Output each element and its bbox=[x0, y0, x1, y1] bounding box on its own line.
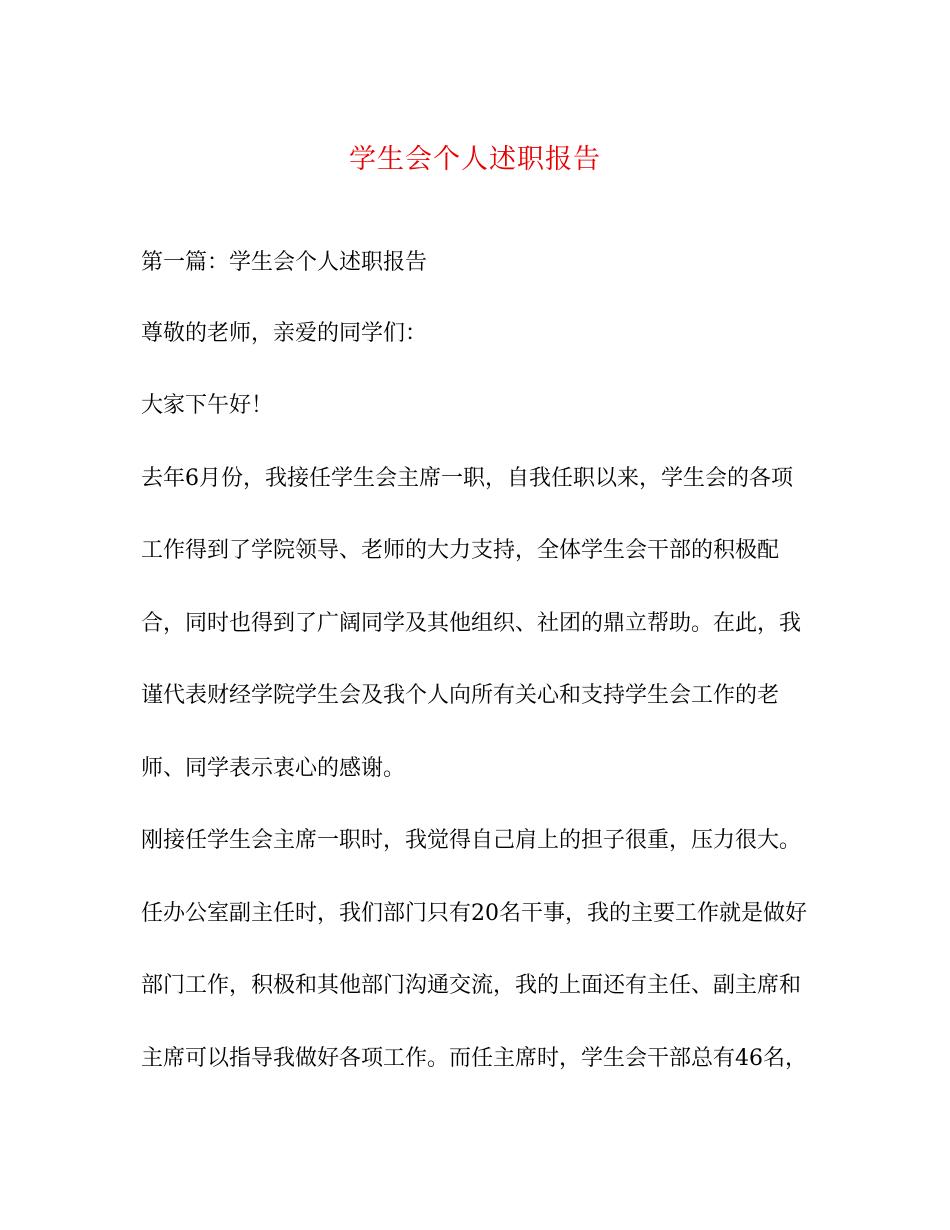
paragraph-line: 任办公室副主任时，我们部门只有20名干事，我的主要工作就是做好 bbox=[141, 901, 807, 926]
paragraph-line: 去年6月份，我接任学生会主席一职，自我任职以来，学生会的各项 bbox=[141, 466, 793, 491]
paragraph-line: 工作得到了学院领导、老师的大力支持，全体学生会干部的积极配 bbox=[141, 538, 780, 563]
paragraph-line: 主席可以指导我做好各项工作。而任主席时，学生会干部总有46名， bbox=[141, 1046, 807, 1071]
paragraph-line: 师、同学表示衷心的感谢。 bbox=[141, 756, 406, 781]
section-heading: 第一篇：学生会个人述职报告 bbox=[141, 250, 428, 275]
paragraph-line: 谨代表财经学院学生会及我个人向所有关心和支持学生会工作的老 bbox=[141, 683, 780, 708]
greeting-line: 大家下午好！ bbox=[141, 393, 274, 418]
paragraph-line: 部门工作，积极和其他部门沟通交流，我的上面还有主任、副主席和 bbox=[141, 973, 802, 998]
salutation-line: 尊敬的老师，亲爱的同学们： bbox=[141, 321, 428, 346]
document-title: 学生会个人述职报告 bbox=[349, 144, 601, 175]
paragraph-line: 合，同时也得到了广阔同学及其他组织、社团的鼎立帮助。在此，我 bbox=[141, 611, 802, 636]
paragraph-line: 刚接任学生会主席一职时，我觉得自己肩上的担子很重，压力很大。 bbox=[141, 828, 802, 853]
